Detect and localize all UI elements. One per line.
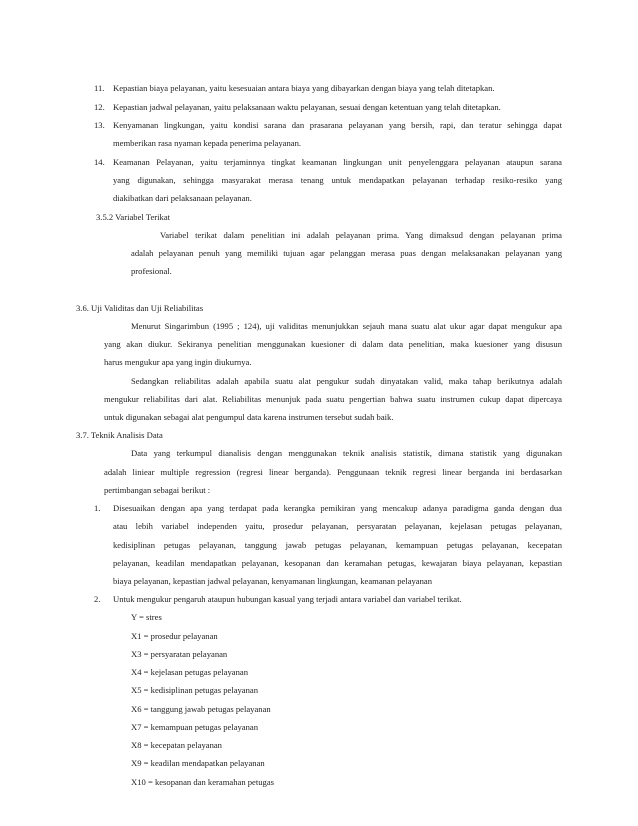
variable-definition: X3 = persyaratan pelayanan: [131, 649, 228, 659]
section-heading: 3.7. Teknik Analisis Data: [76, 430, 163, 440]
variable-definition: X1 = prosedur pelayanan: [131, 631, 218, 641]
list-item-text: Untuk mengukur pengaruh ataupun hubungan kasual yang terjadi antara variabel dan variabel terikat.: [113, 594, 462, 604]
paragraph-line: mengukur reliabilitas dari alat. Reliabilitas menunjuk pada suatu pengertian bahwa suatu instrumen cukup dapat dipercaya: [104, 394, 562, 404]
list-number: 1.: [94, 503, 101, 513]
variable-definition: X4 = kejelasan petugas pelayanan: [131, 667, 248, 677]
list-item-text: Kepastian jadwal pelayanan, yaitu pelaksanaan waktu pelayanan, sesuai dengan ketentuan yang telah ditetapkan.: [113, 102, 501, 112]
section-heading: 3.6. Uji Validitas dan Uji Reliabilitas: [76, 303, 204, 313]
paragraph-line: harus mengukur apa yang ingin diukurnya.: [104, 357, 252, 367]
paragraph-line: Menurut Singarimbun (1995 ; 124), uji validitas menunjukkan sejauh mana suatu alat ukur agar dapat mengukur apa: [131, 321, 562, 331]
paragraph-line: pertimbangan sebagai berikut :: [104, 485, 211, 495]
paragraph-line: adalah pelayanan penuh yang memiliki tujuan agar pelanggan merasa puas dengan melaksanakan pelayanan yang: [131, 248, 562, 258]
list-item-text: Disesuaikan dengan apa yang terdapat pada kerangka pemikiran yang mencakup adanya paradigma ganda dengan dua: [113, 503, 562, 513]
variable-definition: X10 = kesopanan dan keramahan petugas: [131, 777, 275, 787]
paragraph-line: Data yang terkumpul dianalisis dengan menggunakan teknik analisis statistik, dimana statistik yang digunakan: [131, 448, 562, 458]
list-item-text: Kepastian biaya pelayanan, yaitu kesesuaian antara biaya yang dibayarkan dengan biaya yang telah ditetapkan.: [113, 83, 495, 93]
list-item-text: Keamanan Pelayanan, yaitu terjaminnya tingkat keamanan lingkungan unit penyelenggara pelayanan ataupun sarana: [113, 157, 562, 167]
list-number: 14.: [94, 157, 105, 167]
variable-definition: X8 = kecepatan pelayanan: [131, 740, 222, 750]
variable-definition: X5 = kedisiplinan petugas pelayanan: [131, 685, 259, 695]
list-item-text: yang digunakan, sehingga masyarakat merasa tenang untuk mendapatkan pelayanan terhadap resiko-resiko yang: [113, 175, 562, 185]
variable-definition: X7 = kemampuan petugas pelayanan: [131, 722, 259, 732]
variable-definition: X6 = tanggung jawab petugas pelayanan: [131, 704, 271, 714]
paragraph-line: Variabel terikat dalam penelitian ini adalah pelayanan prima. Yang dimaksud dengan pelayanan prima: [160, 230, 562, 240]
paragraph-line: adalah liniear multiple regression (regresi linear berganda). Penggunaan teknik regresi linear berganda ini berdasarkan: [104, 467, 562, 477]
list-item-text: memberikan rasa nyaman kepada penerima pelayanan.: [113, 138, 302, 148]
list-item-text: atau lebih variabel independen yaitu, prosedur pelayanan, persyaratan pelayanan, kejelasan petugas pelayanan,: [113, 521, 562, 531]
list-number: 2.: [94, 594, 101, 604]
list-item-text: Kenyamanan lingkungan, yaitu kondisi sarana dan prasarana pelayanan yang bersih, rapi, dan teratur sehingga dapat: [113, 120, 562, 130]
variable-definition: X9 = keadilan mendapatkan pelayanan: [131, 758, 265, 768]
paragraph-line: profesional.: [131, 266, 172, 276]
paragraph-line: untuk digunakan sebagai alat pengumpul data karena instrumen tersebut sudah baik.: [104, 412, 394, 422]
paragraph-line: Sedangkan reliabilitas adalah apabila suatu alat pengukur sudah dinyatakan valid, maka tahap berikutnya adalah: [131, 376, 562, 386]
section-heading: 3.5.2 Variabel Terikat: [96, 212, 171, 222]
list-item-text: pelayanan, keadilan mendapatkan pelayanan, kesopanan dan keramahan petugas, kewajaran biaya pelayanan, kepastian: [113, 558, 562, 568]
list-number: 13.: [94, 120, 105, 130]
list-number: 12.: [94, 102, 105, 112]
list-item-text: biaya pelayanan, kepastian jadwal pelayanan, kenyamanan lingkungan, keamanan pelayanan: [113, 576, 433, 586]
variable-definition: Y = stres: [131, 612, 162, 622]
list-item-text: kedisiplinan petugas pelayanan, tanggung jawab petugas pelayanan, kemampuan petugas pelayanan, kecepatan: [113, 540, 562, 550]
list-number: 11.: [94, 83, 105, 93]
paragraph-line: yang akan diukur. Sekiranya penelitian menggunakan kuesioner di dalam data penelitian, maka kuesioner yang disusun: [104, 339, 562, 349]
list-item-text: diakibatkan dari pelaksanaan pelayanan.: [113, 193, 252, 203]
